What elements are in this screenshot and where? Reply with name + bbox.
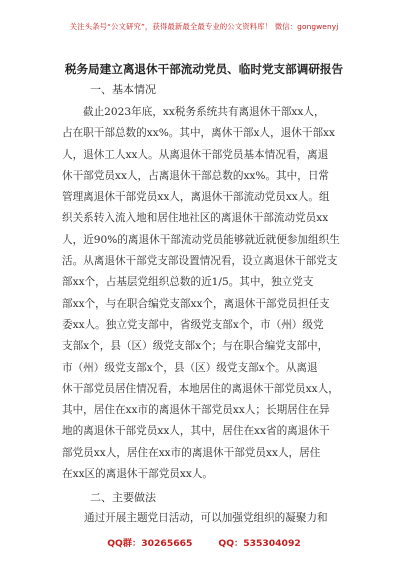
body-line: 部党员xx人，居住在xx市的离退休干部党员xx人，居住	[62, 446, 321, 459]
body-line: 委xx人。独立党支部中，省级党支部x个，市（州）级党	[62, 318, 324, 331]
body-line-continued: 通过开展主题党日活动，可以加强党组织的凝聚力和	[84, 512, 328, 524]
body-line: 在xx区的离退休干部党员xx人。	[62, 468, 214, 481]
qq-group-label: QQ群：30265665	[107, 538, 193, 549]
body-line: 部xx个，占基层党组织总数的近1/5。其中，独立党支	[62, 276, 314, 289]
body-line: 休干部党员xx人，占离退休干部总数的xx%。其中，日常	[62, 169, 330, 182]
body-line: 支部x个，县（区）级党支部x个；与在职合编党支部中，	[62, 340, 329, 353]
body-line: 活。从离退休干部党支部设置情况看，设立离退休干部党支	[62, 255, 338, 268]
body-line: 人，退休工人xx人。从离退休干部党员基本情况看，离退	[62, 148, 329, 161]
body-line: 部xx个，与在职合编党支部xx个，离退休干部党员担任支	[62, 297, 330, 310]
contact-footer	[0, 538, 408, 550]
qq-contact-label: QQ：535304092	[218, 538, 301, 549]
body-line: 管理离退休干部党员xx人，离退休干部流动党员xx人。组	[62, 191, 330, 204]
body-line: 其中，居住在xx市的离退休干部党员xx人；长期居住在异	[62, 404, 330, 417]
section-heading-main-practices: 二、主要做法	[90, 491, 156, 504]
body-line: 市（州）级党支部x个，县（区）级党支部x个。从离退	[62, 361, 318, 374]
body-line: 截止2023年底，xx税务系统共有离退休干部xx人，	[83, 106, 325, 118]
body-line: 休干部党员居住情况看，本地居住的离退休干部党员xx人，	[62, 382, 339, 395]
body-line: 地的离退休干部党员xx人，其中，居住在xx省的离退休干	[62, 425, 330, 438]
body-line: 织关系转入流入地和居住地社区的离退休干部流动党员xx	[62, 212, 329, 225]
section-heading-basic-situation: 一、基本情况	[90, 83, 156, 96]
body-paragraph	[62, 102, 350, 485]
document-title: 税务局建立离退休干部流动党员、临时党支部调研报告	[64, 62, 344, 76]
body-line: 占在职干部总数的xx%。其中，离休干部x人，退休干部xx	[62, 127, 335, 140]
promo-banner: 关注头条号“公文研究”，获得最新最全最专业的公文资料库！ 微信：gongwenyj	[69, 22, 339, 31]
body-line: 人，近90%的离退休干部流动党员能够就近就便参加组织生	[62, 233, 340, 246]
